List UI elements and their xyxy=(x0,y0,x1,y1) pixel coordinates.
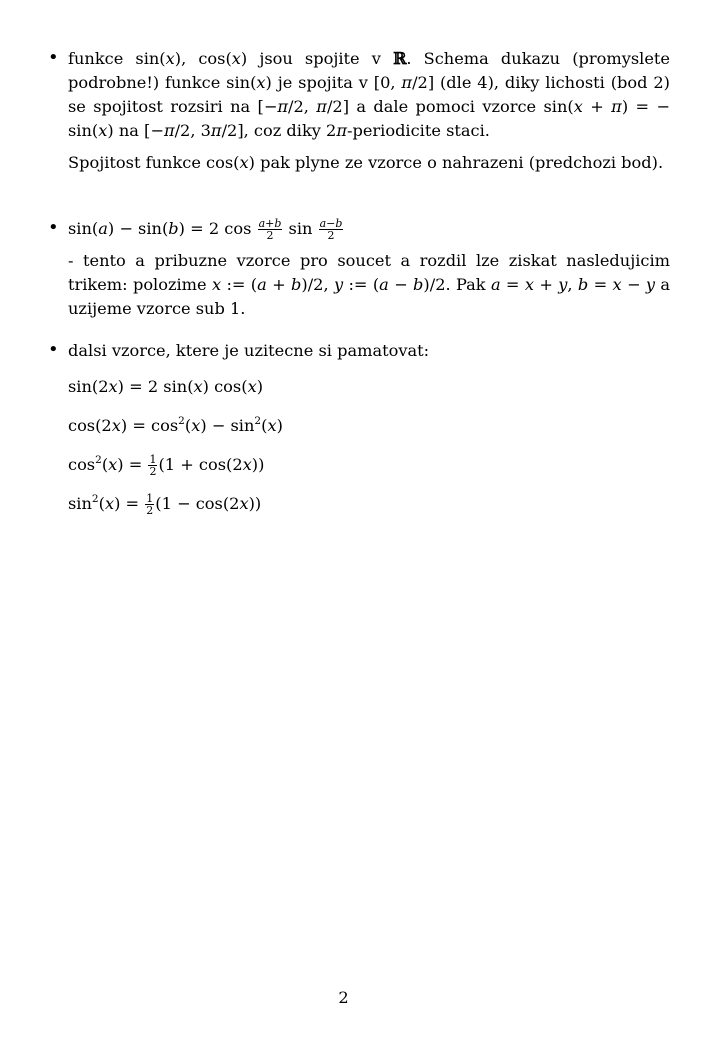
paragraph-trick: - tento a pribuzne vzorce pro soucet a rozdil lze ziskat nasledujicim trikem: polozime x := (a + b)/2, y := (a − b)/2. Pak a = x + y, b = x − y a uzijeme vzorce sub 1. xyxy=(68,251,671,318)
list-item-continuity xyxy=(48,47,670,175)
bullet-icon: • xyxy=(48,339,59,360)
formulas-intro: dalsi vzorce, ktere je uzitecne si pamatovat: xyxy=(68,341,430,360)
list-item-formulas xyxy=(48,339,670,519)
bullet-icon: • xyxy=(48,217,59,238)
paragraph-cosine-continuity: Spojitost funkce cos(x) pak plyne ze vzorce o nahrazeni (predchozi bod). xyxy=(68,153,664,172)
bullet-icon: • xyxy=(48,47,59,68)
formula-sine-difference: sin(a) − sin(b) = 2 cos $\frac{a+b}{2}$ sin $\frac{a-b}{2}$ xyxy=(68,217,343,242)
formula-sin-double: sin(2x) = 2 sin(x) cos(x) xyxy=(68,377,264,396)
formula-cos-double: $\cos(2x) = \cos^2(x) - \sin^2(x)$ xyxy=(68,415,283,435)
formula-sin-squared: $\sin^2(x)$ = $\frac{1}{2}$ (1 − cos(2x)) xyxy=(68,492,262,517)
formula-cos-squared: $\cos^2(x)$ = $\frac{1}{2}$ (1 + cos(2x)) xyxy=(68,453,265,478)
list-item-sum-difference xyxy=(48,217,670,321)
paragraph-continuity-proof: funkce sin(x), cos(x) jsou spojite v ℝ. Schema dukazu (promyslete podrobne!) funkce sin(x) je spojita v [0, π/2] (dle 4), diky lichosti (bod 2) se spojitost rozsiri na [−π/2, π/2] a dale pomoci vzorce sin(x + π) = − sin(x) na [−π/2, 3π/2], coz diky 2π-periodicite staci. xyxy=(68,49,671,140)
page-number: 2 xyxy=(338,988,349,1007)
